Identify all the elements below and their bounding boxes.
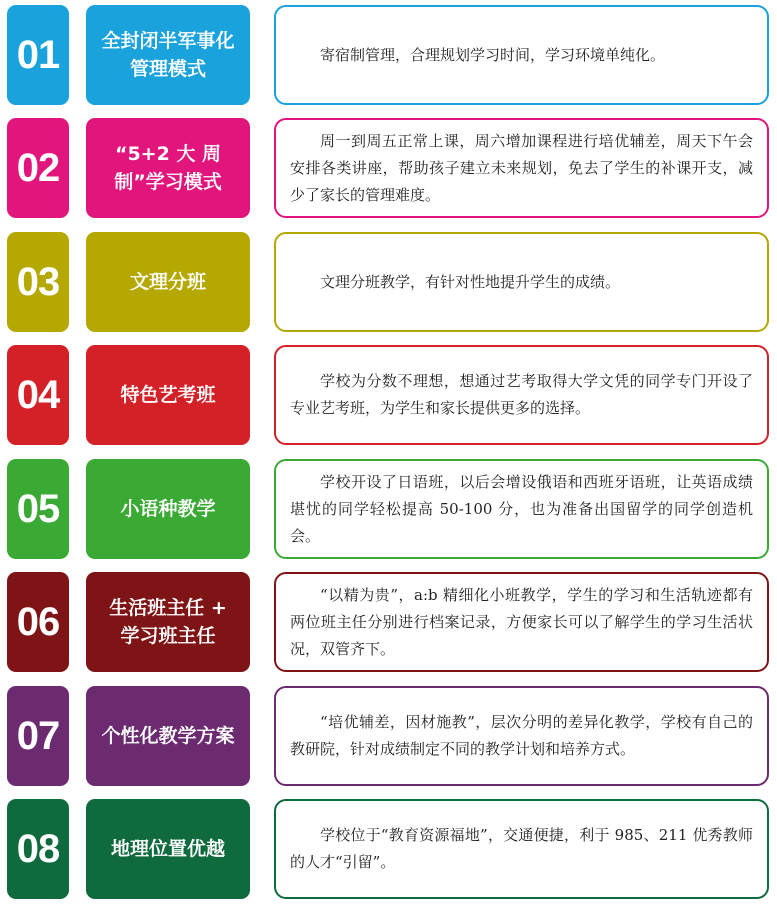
feature-description: 寄宿制管理，合理规划学习时间，学习环境单纯化。 bbox=[320, 45, 666, 64]
feature-title: 地理位置优越 bbox=[86, 799, 250, 899]
feature-description-box bbox=[274, 799, 769, 899]
feature-title: 生活班主任 + 学习班主任 bbox=[86, 572, 250, 672]
feature-description: 学校位于“教育资源福地”，交通便捷，利于 985、211 优秀教师的人才“引留”。 bbox=[290, 826, 753, 871]
feature-row-08 bbox=[0, 799, 777, 899]
feature-description-box bbox=[274, 686, 769, 786]
feature-row-04 bbox=[0, 345, 777, 445]
feature-title: “5+2 大 周制”学习模式 bbox=[86, 118, 250, 218]
feature-description: “以精为贵”，a:b 精细化小班教学，学生的学习和生活轨迹都有两位班主任分别进行档案记录，方便家长可以了解学生的学习生活状况，双管齐下。 bbox=[290, 585, 753, 658]
feature-number: 03 bbox=[7, 232, 69, 332]
feature-title: 特色艺考班 bbox=[86, 345, 250, 445]
feature-description: 学校开设了日语班，以后会增设俄语和西班牙语班，让英语成绩堪忧的同学轻松提高 50-100 分，也为准备出国留学的同学创造机会。 bbox=[290, 472, 753, 545]
feature-row-07 bbox=[0, 686, 777, 786]
feature-description-box bbox=[274, 118, 769, 218]
feature-title: 全封闭半军事化管理模式 bbox=[86, 5, 250, 105]
feature-row-01 bbox=[0, 5, 777, 105]
feature-row-05 bbox=[0, 459, 777, 559]
feature-description: 周一到周五正常上课，周六增加课程进行培优辅差，周天下午会安排各类讲座，帮助孩子建立未来规划，免去了学生的补课开支，减少了家长的管理难度。 bbox=[290, 131, 753, 204]
feature-number: 08 bbox=[7, 799, 69, 899]
feature-number: 02 bbox=[7, 118, 69, 218]
feature-description: 学校为分数不理想，想通过艺考取得大学文凭的同学专门开设了专业艺考班，为学生和家长提供更多的选择。 bbox=[290, 372, 753, 417]
feature-number: 05 bbox=[7, 459, 69, 559]
feature-description: “培优辅差，因材施教”，层次分明的差异化教学，学校有自己的教研院，针对成绩制定不同的教学计划和培养方式。 bbox=[290, 713, 753, 758]
feature-number: 06 bbox=[7, 572, 69, 672]
feature-description-box bbox=[274, 345, 769, 445]
feature-title: 小语种教学 bbox=[86, 459, 250, 559]
feature-number: 04 bbox=[7, 345, 69, 445]
feature-number: 01 bbox=[7, 5, 69, 105]
feature-description: 文理分班教学，有针对性地提升学生的成绩。 bbox=[320, 272, 621, 291]
feature-row-06 bbox=[0, 572, 777, 672]
feature-row-03 bbox=[0, 232, 777, 332]
feature-title: 文理分班 bbox=[86, 232, 250, 332]
feature-description-box bbox=[274, 232, 769, 332]
feature-description-box bbox=[274, 5, 769, 105]
feature-description-box bbox=[274, 459, 769, 559]
feature-row-02 bbox=[0, 118, 777, 218]
feature-number: 07 bbox=[7, 686, 69, 786]
feature-title: 个性化教学方案 bbox=[86, 686, 250, 786]
feature-description-box bbox=[274, 572, 769, 672]
